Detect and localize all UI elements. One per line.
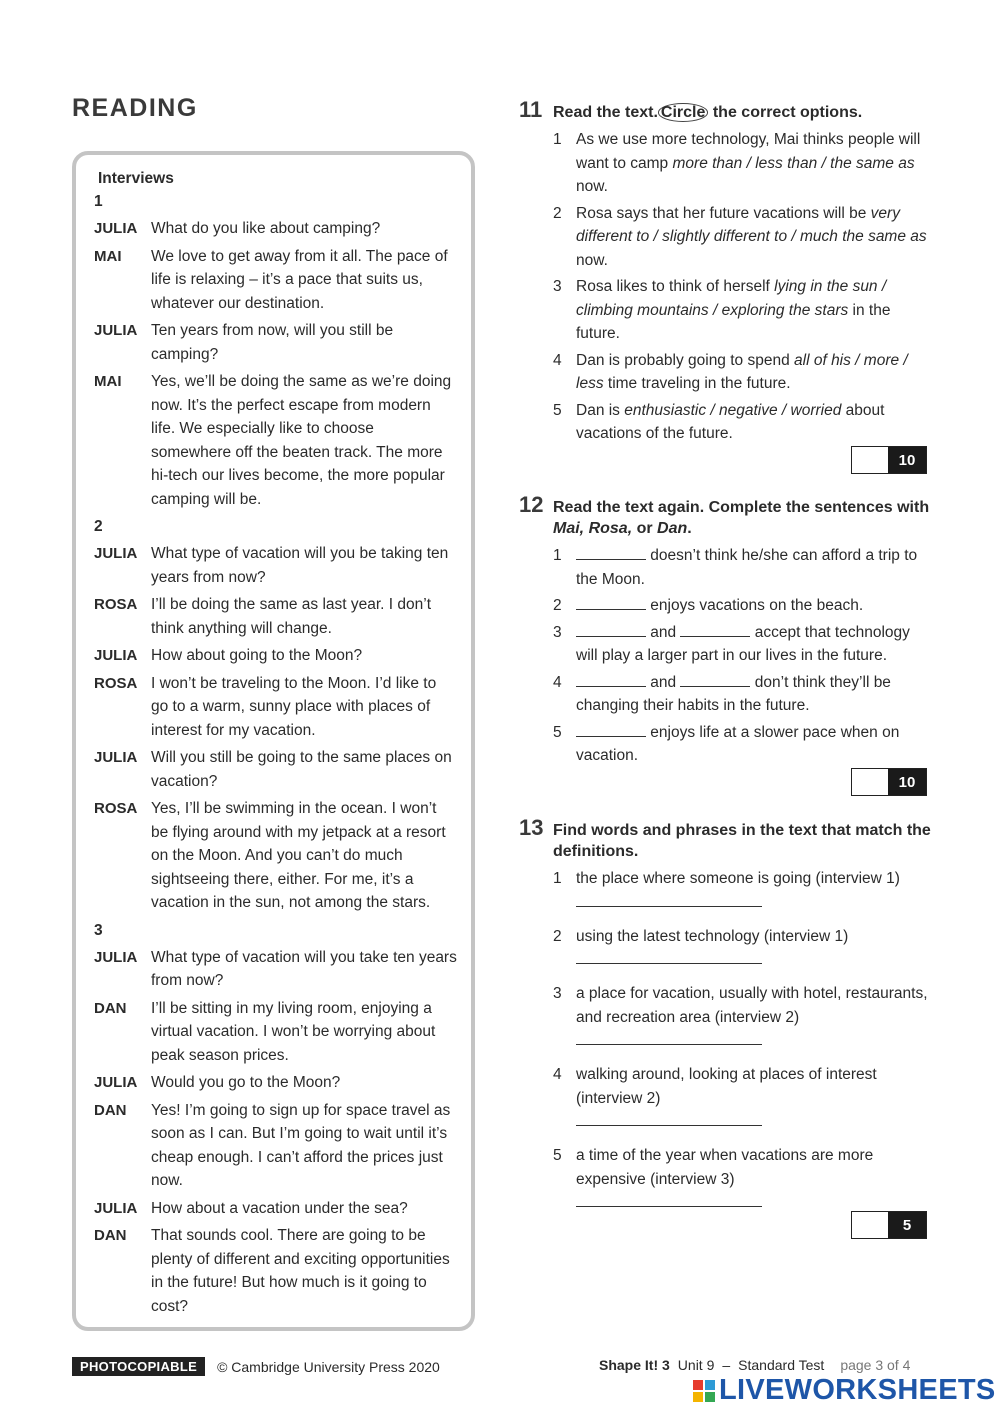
question-11-items	[553, 128, 931, 446]
dialogue-text: Will you still be going to the same places on vacation?	[151, 749, 452, 790]
dialogue-text: Yes! I’m going to sign up for space travel as soon as I can. But I’m going to wait until it’s cheap enough. I can’t afford the prices just now.	[151, 1101, 451, 1189]
item-text-part: enjoys life at a slower pace when on vacation.	[576, 723, 900, 764]
item-number: 4	[553, 673, 562, 691]
question-item	[553, 721, 931, 768]
option-choices[interactable]: enthusiastic / negative / worried	[624, 401, 842, 419]
dialogue-text: What type of vacation will you be taking ten years from now?	[151, 545, 449, 586]
reading-heading: READING	[72, 94, 198, 122]
item-text	[576, 128, 931, 199]
dialogue-text: Yes, we’ll be doing the same as we’re doing now. It’s the perfect escape from modern life. We especially like to choose somewhere off the beaten track. The more hi-tech our lives become, the more popular camping will be.	[151, 373, 452, 508]
dialogue-text: I’ll be sitting in my living room, enjoying a virtual vacation. I won’t be worrying about peak season prices.	[151, 999, 436, 1064]
speaker-name: JULIA	[94, 322, 138, 339]
item-number: 2	[553, 927, 562, 945]
footer-left	[72, 1357, 440, 1376]
answer-blank[interactable]	[576, 596, 646, 610]
item-text-end: time traveling in the future.	[603, 375, 791, 392]
interviews-content	[94, 167, 457, 1322]
answer-blank[interactable]	[680, 673, 750, 687]
liveworksheets-wordmark: LIVEWORKSHEETS	[719, 1374, 996, 1406]
question-item	[553, 982, 931, 1029]
instruction-text: the correct options.	[712, 104, 863, 121]
interview-number: 2	[94, 518, 103, 535]
question-item	[553, 1063, 931, 1110]
speaker-name: ROSA	[94, 596, 138, 613]
item-text	[576, 721, 931, 768]
dialogue-text: How about going to the Moon?	[151, 647, 363, 664]
dialogue-turn	[94, 542, 457, 589]
dialogue-turn	[94, 593, 457, 640]
answer-blank[interactable]	[576, 623, 646, 637]
item-text: using the latest technology (interview 1)	[576, 927, 849, 945]
speaker-name: JULIA	[94, 220, 138, 237]
dialogue-text: Would you go to the Moon?	[151, 1074, 341, 1091]
score-total: 10	[888, 769, 926, 795]
speaker-name: ROSA	[94, 674, 138, 692]
score-box-12	[851, 768, 927, 796]
answer-line[interactable]	[576, 894, 762, 907]
item-text-start: As we use more technology, Mai thinks people will want to camp	[576, 131, 921, 172]
interview-number: 3	[94, 921, 103, 939]
page-number: page 3 of 4	[840, 1357, 911, 1373]
dialogue-text: What do you like about camping?	[151, 220, 381, 237]
item-text-part: accept that technology will play a larger part in our lives in the future.	[576, 623, 910, 664]
dialogue-turn	[94, 746, 457, 793]
speaker-name: ROSA	[94, 800, 138, 817]
dialogue-text: That sounds cool. There are going to be plenty of different and exciting opportunities in the future! But how much is it going to cost?	[151, 1227, 450, 1315]
item-text-end: now.	[576, 178, 608, 195]
dialogue-turn	[94, 217, 457, 241]
score-input[interactable]	[852, 447, 888, 473]
question-12-items	[553, 544, 931, 768]
dialogue-turn	[94, 1071, 457, 1095]
item-text	[576, 202, 931, 273]
item-text	[576, 349, 931, 396]
score-input[interactable]	[852, 769, 888, 795]
question-item	[553, 349, 931, 396]
test-label: Standard Test	[738, 1357, 825, 1373]
item-number: 1	[553, 547, 562, 564]
dialogue-text: I won’t be traveling to the Moon. I’d like to go to a warm, sunny place with places of interest for my vacation.	[151, 674, 437, 739]
option-choices[interactable]: lying in the sun / climbing mountains / exploring the stars	[576, 278, 887, 319]
item-number: 2	[553, 597, 562, 614]
item-number: 4	[553, 351, 562, 369]
option-choices[interactable]: very different to / slightly different to / much the same as	[576, 204, 927, 245]
item-text-end: about vacations of the future.	[576, 401, 885, 442]
dialogue-turn	[94, 997, 457, 1068]
item-text	[576, 621, 931, 668]
item-number: 3	[553, 985, 562, 1002]
instruction-text: or	[632, 520, 658, 537]
instruction-name-dan: Dan	[657, 520, 688, 537]
item-text	[576, 594, 931, 618]
speaker-name: JULIA	[94, 948, 138, 966]
speaker-name: JULIA	[94, 545, 138, 562]
question-item	[553, 399, 931, 446]
question-item	[553, 544, 931, 591]
answer-line[interactable]	[576, 1194, 762, 1207]
unit-label: Unit 9	[677, 1357, 715, 1373]
item-text	[576, 275, 931, 346]
question-instruction	[553, 497, 931, 539]
dialogue-turn	[94, 797, 457, 915]
dialogue-text: How about a vacation under the sea?	[151, 1199, 408, 1217]
question-item	[553, 1144, 931, 1191]
dialogue-text: Yes, I’ll be swimming in the ocean. I won’t be flying around with my jetpack at a resort on the Moon. And you can’t do much sightseeing there, either. For me, it’s a vacation in the sun, not among the stars.	[151, 800, 446, 911]
item-text: a place for vacation, usually with hotel, restaurants, and recreation area (interview 2)	[576, 985, 928, 1026]
score-box-13	[851, 1211, 927, 1239]
question-item	[553, 128, 931, 199]
item-text: walking around, looking at places of interest (interview 2)	[576, 1066, 877, 1107]
answer-blank[interactable]	[576, 723, 646, 737]
question-instruction	[553, 102, 862, 123]
dialogue-turn	[94, 1224, 457, 1318]
logo-square	[705, 1392, 715, 1402]
dash: –	[722, 1357, 731, 1373]
item-number: 3	[553, 623, 562, 641]
option-choices[interactable]: more than / less than / the same as	[672, 154, 915, 172]
question-item	[553, 621, 931, 668]
item-text-part: enjoys vacations on the beach.	[646, 597, 864, 614]
item-number: 3	[553, 278, 562, 295]
logo-square	[693, 1392, 703, 1402]
dialogue-text: I’ll be doing the same as last year. I don’t think anything will change.	[151, 596, 432, 637]
instruction-text: Read the text.	[553, 104, 658, 121]
item-text-part: and	[646, 623, 681, 641]
item-number: 5	[553, 401, 562, 419]
item-text-part: don’t think they’ll be changing their habits in the future.	[576, 673, 891, 714]
option-choices[interactable]: all of his / more / less	[576, 351, 908, 392]
footer-right	[599, 1357, 910, 1373]
question-item	[553, 867, 931, 891]
item-number: 5	[553, 1147, 562, 1164]
interview-number: 1	[94, 193, 103, 210]
dialogue-text: What type of vacation will you take ten years from now?	[151, 948, 457, 989]
item-text: the place where someone is going (interview 1)	[576, 870, 900, 887]
item-text-start: Rosa says that her future vacations will be	[576, 204, 871, 222]
liveworksheets-icon	[693, 1380, 715, 1402]
item-text-part: and	[646, 673, 681, 691]
item-number: 5	[553, 723, 562, 741]
instruction-text: Read the text again. Complete the sentences with	[553, 499, 930, 516]
item-number: 2	[553, 204, 562, 222]
copyright: © Cambridge University Press 2020	[217, 1358, 440, 1375]
item-text	[576, 544, 931, 591]
dialogue-text: We love to get away from it all. The pace of life is relaxing – it’s a pace that suits us, whatever our destination.	[151, 247, 448, 312]
answer-blank[interactable]	[576, 546, 646, 560]
item-text-part: doesn’t think he/she can afford a trip to the Moon.	[576, 547, 918, 588]
question-instruction: Find words and phrases in the text that match the definitions.	[553, 822, 931, 860]
speaker-name: JULIA	[94, 749, 138, 766]
score-total: 10	[888, 447, 926, 473]
speaker-name: JULIA	[94, 1074, 138, 1091]
speaker-name: MAI	[94, 247, 122, 265]
logo-square	[705, 1380, 715, 1390]
item-text	[576, 671, 931, 718]
dialogue-turn	[94, 319, 457, 366]
dialogue-text: Ten years from now, will you still be camping?	[151, 322, 394, 363]
item-number: 1	[553, 131, 562, 148]
answer-line[interactable]	[576, 1032, 762, 1045]
item-text-start: Dan is probably going to spend	[576, 351, 795, 369]
circle-word: Circle	[658, 103, 708, 122]
liveworksheets-logo[interactable]	[693, 1374, 996, 1407]
question-13	[519, 815, 931, 1225]
item-number: 1	[553, 870, 562, 887]
item-text-start: Dan is	[576, 401, 625, 419]
question-11	[519, 97, 931, 449]
question-item	[553, 275, 931, 346]
item-text	[576, 399, 931, 446]
score-total: 5	[888, 1212, 926, 1238]
dialogue-turn	[94, 1197, 457, 1221]
dialogue-turn	[94, 672, 457, 743]
interviews-title: Interviews	[98, 170, 174, 187]
speaker-name: JULIA	[94, 1199, 138, 1217]
book-title: Shape It! 3	[599, 1357, 670, 1373]
instruction-text: .	[687, 520, 692, 537]
logo-square	[693, 1380, 703, 1390]
question-item	[553, 202, 931, 273]
dialogue-turn	[94, 245, 457, 316]
speaker-name: DAN	[94, 999, 127, 1017]
dialogue-turn	[94, 946, 457, 993]
question-item	[553, 925, 931, 949]
dialogue-turn	[94, 1099, 457, 1193]
score-input[interactable]	[852, 1212, 888, 1238]
interviews-box	[72, 151, 475, 1331]
question-13-items	[553, 867, 931, 1207]
photocopiable-label: PHOTOCOPIABLE	[72, 1357, 205, 1376]
item-text-end: in the future.	[576, 301, 891, 342]
instruction-names: Mai, Rosa,	[553, 520, 633, 537]
item-text-end: now.	[576, 251, 608, 269]
answer-line[interactable]	[576, 1113, 762, 1126]
speaker-name: DAN	[94, 1101, 127, 1119]
question-item	[553, 594, 931, 618]
item-number: 4	[553, 1066, 562, 1083]
speaker-name: JULIA	[94, 647, 138, 664]
item-text: a time of the year when vacations are more expensive (interview 3)	[576, 1147, 874, 1188]
answer-blank[interactable]	[680, 623, 750, 637]
question-item	[553, 671, 931, 718]
question-number: 11	[519, 97, 543, 122]
answer-blank[interactable]	[576, 673, 646, 687]
speaker-name: DAN	[94, 1227, 127, 1244]
item-text-start: Rosa likes to think of herself	[576, 278, 775, 295]
speaker-name: MAI	[94, 373, 122, 390]
answer-line[interactable]	[576, 951, 762, 964]
dialogue-turn	[94, 370, 457, 511]
question-12	[519, 492, 931, 771]
question-number: 12	[519, 492, 544, 517]
score-box-11	[851, 446, 927, 474]
dialogue-turn	[94, 644, 457, 668]
question-number: 13	[519, 815, 544, 840]
